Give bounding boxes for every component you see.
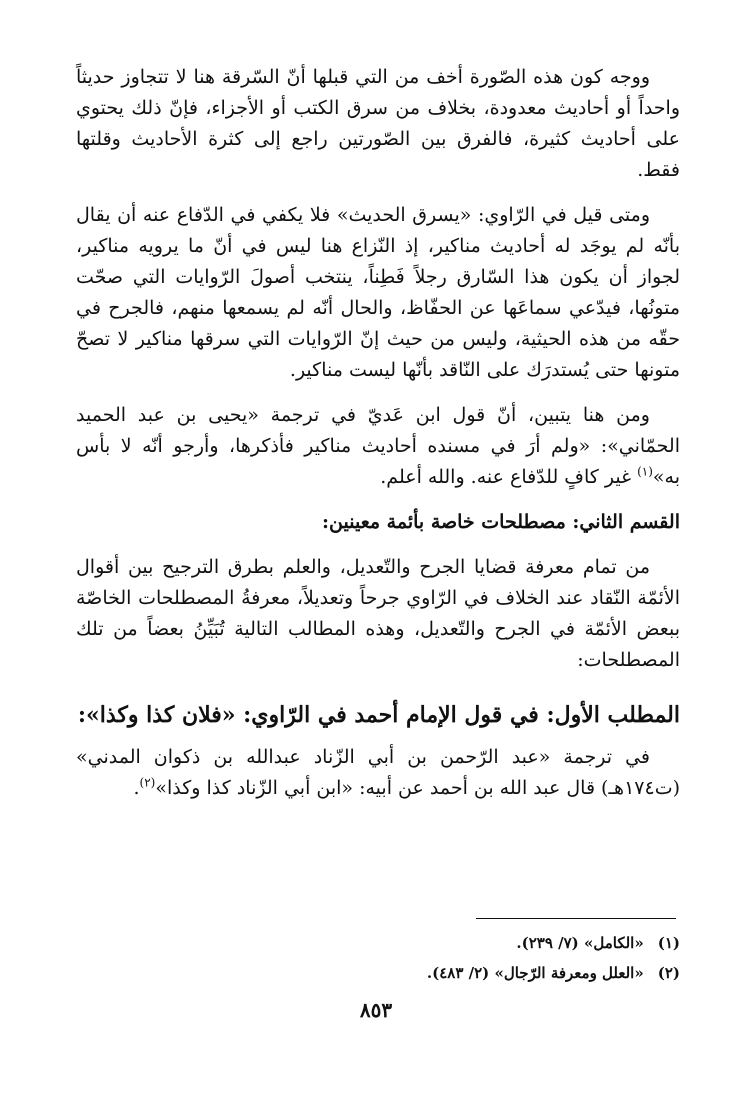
paragraph-hadith-theft-defense: ومتى قيل في الرّاوي: «يسرق الحديث» فلا يكفي في الدّفاع عنه أن يقال بأنّه لم يوجَد له أحاديث مناكير، إذ النّزاع هنا ليس في أنّ ما يرويه مناكير، لجواز أن يكون هذا السّارق رجلاً فَطِناً، ينتخب أصولَ الرّوايات التي صحّت متونُها، فيدّعي سماعَها عن الحفّاظ، والحال أنّه لم يسمعها منهم، فالجرح في حقّه من هذه الحيثية، وليس من حيث إنّ الرّوايات التي سرقها مناكير لا تصحّ متونها حتى يُستدرَك على النّاقد بأنّها ليست مناكير.	[76, 204, 680, 381]
matlab-paragraph	[76, 742, 680, 804]
paragraph-theft-comparison: ووجه كون هذه الصّورة أخف من التي قبلها أنّ السّرقة هنا لا تتجاوز حديثاً واحداً أو أحاديث معدودة، بخلاف من سرق الكتب أو الأجزاء، فإنّ ذلك يحتوي على أحاديث كثيرة، فالفرق بين الصّورتين راجع إلى كثرة الأحاديث وقلتها فقط.	[76, 66, 680, 181]
footnote-text: «الكامل» (٧/ ٢٣٩).	[516, 934, 644, 952]
section-heading: القسم الثاني: مصطلحات خاصة بأئمة معينين:	[322, 511, 680, 533]
matlab-heading: المطلب الأول: في قول الإمام أحمد في الرّاوي: «فلان كذا وكذا»:	[77, 702, 680, 728]
footnote-divider	[476, 918, 676, 919]
footnote-ref-1: (١)	[637, 464, 653, 479]
matlab-text: في ترجمة «عبد الرّحمن بن أبي الزّناد عبدالله بن ذكوان المدني» (ت١٧٤هـ) قال عبد الله بن أحمد عن أبيه: «ابن أبي الزّناد كذا وكذا»	[76, 746, 680, 799]
footnotes	[76, 928, 680, 988]
footnote-text: «العلل ومعرفة الرّجال» (٢/ ٤٨٣).	[426, 964, 644, 982]
section-paragraph: من تمام معرفة قضايا الجرح والتّعديل، والعلم بطرق الترجيح بين أقوال الأئمّة النّقاد عند الخلاف في الرّاوي جرحاً وتعديلاً، معرفةُ المصطلحات الخاصّة ببعض الأئمّة في الجرح والتّعديل، وهذه المطالب التالية تُبَيِّنُ بعضاً من تلك المصطلحات:	[76, 556, 680, 671]
footnote-ref-2: (٢)	[139, 775, 156, 790]
footnote-2	[76, 958, 680, 988]
footnote-number: (٢)	[657, 964, 680, 982]
ibn-adi-text: ومن هنا يتبين، أنّ قول ابن عَديّ في ترجمة «يحيى بن عبد الحميد الحمّاني»: «ولم أرَ في مسنده أحاديث مناكير فأذكرها، وأرجو أنّه لا بأس به»	[76, 404, 680, 488]
ibn-adi-text-end: غير كافٍ للدّفاع عنه. والله أعلم.	[380, 466, 638, 488]
page-number: ٨٥٣	[359, 998, 393, 1022]
paragraph-ibn-adi	[76, 400, 680, 493]
page-body	[76, 62, 680, 804]
footnote-1	[76, 928, 680, 958]
matlab-text-end: .	[133, 777, 140, 799]
footnote-number: (١)	[657, 934, 680, 952]
